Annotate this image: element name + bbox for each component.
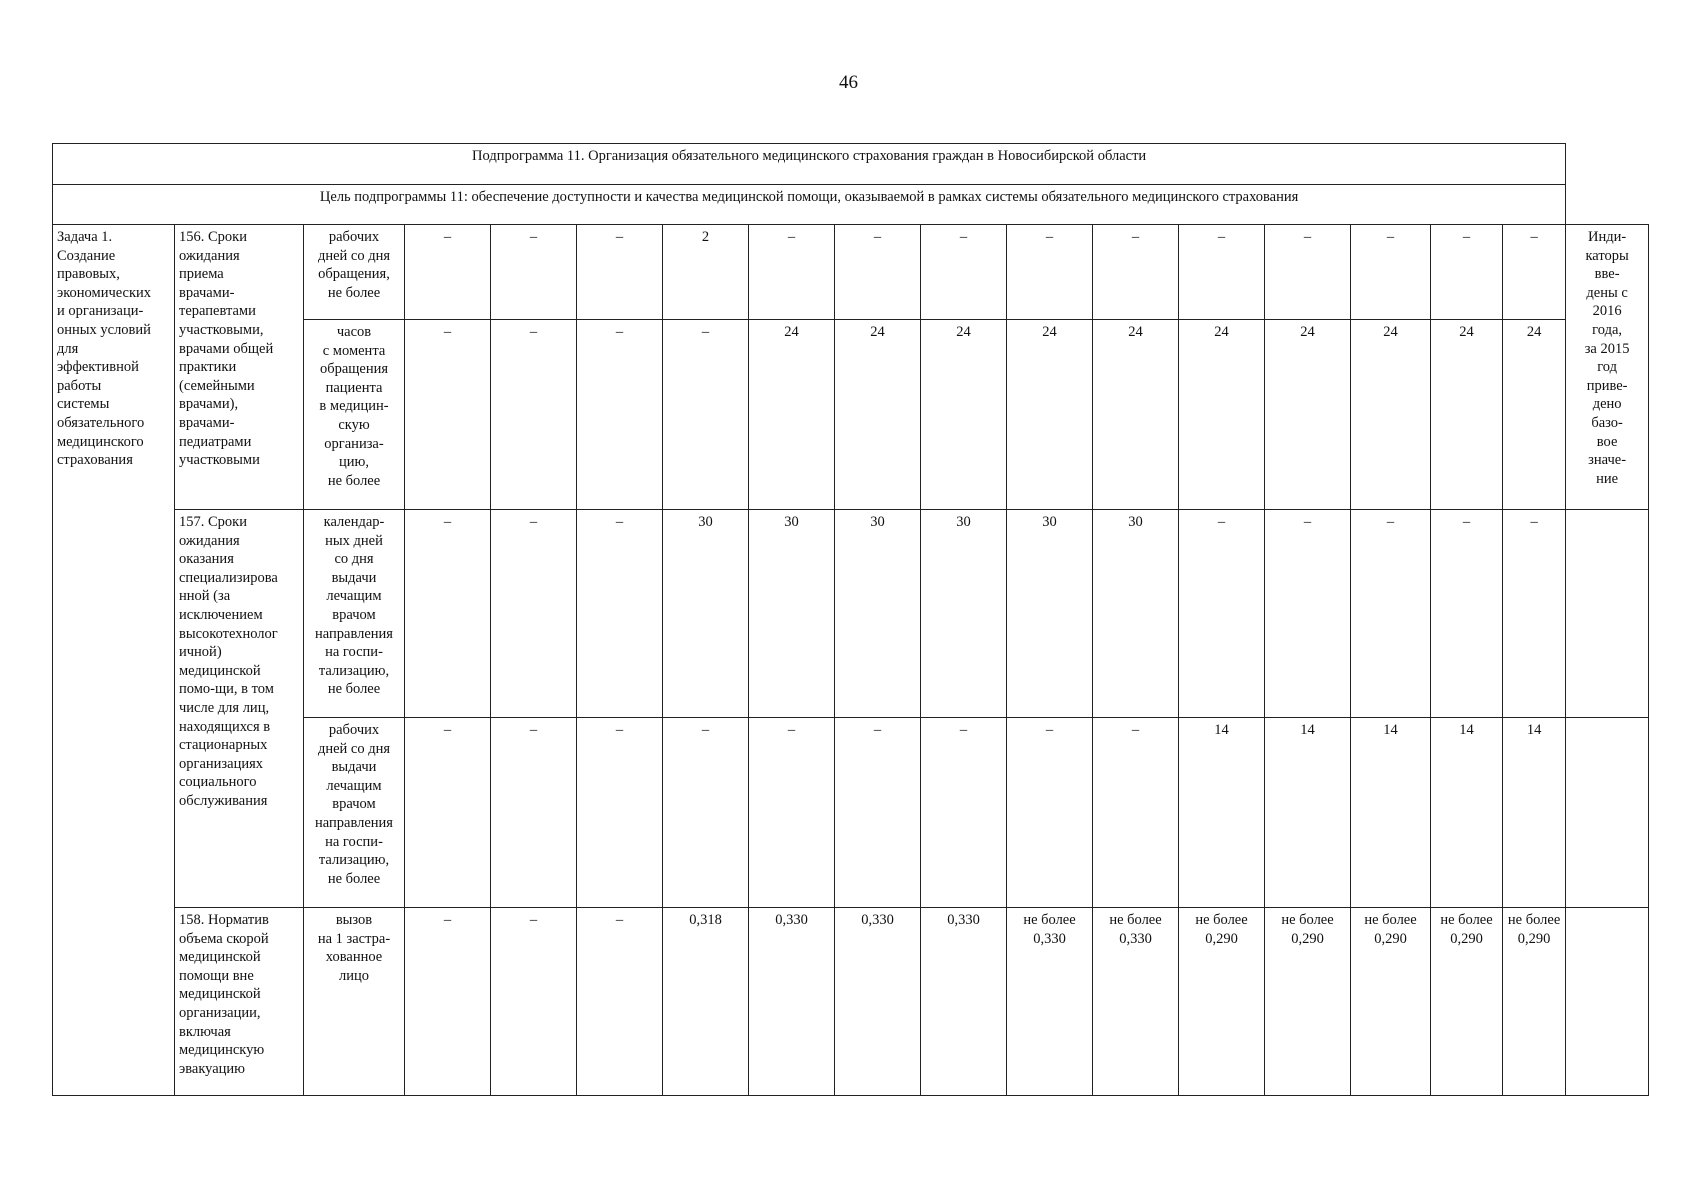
unit-cell: рабочих дней со дня выдачи лечащим врачом направления на госпи- тализацию, не более <box>304 718 405 908</box>
unit-cell: вызов на 1 застра- хованное лицо <box>304 908 405 1096</box>
value-cell: 14 <box>1179 718 1265 908</box>
indicators-table <box>52 143 1649 1096</box>
value-cell: не более 0,290 <box>1179 908 1265 1096</box>
indicator-name: 158. Норматив объема скорой медицинской помощи вне медицинской организации, включая медицинскую эвакуацию <box>175 908 304 1096</box>
value-cell: – <box>1265 510 1351 718</box>
value-cell: 24 <box>1093 320 1179 510</box>
value-cell: – <box>749 718 835 908</box>
value-cell: 0,330 <box>921 908 1007 1096</box>
note-cell: Инди- каторы вве- дены с 2016 года, за 2015 год приве- дено базо- вое значе- ние <box>1566 225 1649 510</box>
value-cell: 24 <box>1503 320 1566 510</box>
indicator-name: 156. Сроки ожидания приема врачами- терапевтами участковыми, врачами общей практики (семейными врачами), врачами- педиатрами участковыми <box>175 225 304 510</box>
value-cell: – <box>1007 225 1093 320</box>
table-row <box>53 908 1649 1096</box>
value-cell: 14 <box>1431 718 1503 908</box>
value-cell: – <box>405 320 491 510</box>
value-cell: – <box>835 225 921 320</box>
value-cell: – <box>405 718 491 908</box>
value-cell: – <box>577 718 663 908</box>
value-cell: не более 0,330 <box>1007 908 1093 1096</box>
note-cell-empty <box>1566 908 1649 1096</box>
value-cell: – <box>405 908 491 1096</box>
value-cell: 24 <box>835 320 921 510</box>
table-row <box>53 510 1649 718</box>
value-cell: 24 <box>749 320 835 510</box>
value-cell: 24 <box>1179 320 1265 510</box>
value-cell: – <box>491 718 577 908</box>
note-cell-empty <box>1566 510 1649 718</box>
value-cell: – <box>1093 225 1179 320</box>
value-cell: 14 <box>1503 718 1566 908</box>
value-cell: – <box>1179 225 1265 320</box>
value-cell: 14 <box>1265 718 1351 908</box>
value-cell: – <box>1503 225 1566 320</box>
unit-cell: рабочих дней со дня обращения, не более <box>304 225 405 320</box>
value-cell: – <box>1179 510 1265 718</box>
value-cell: не более 0,290 <box>1351 908 1431 1096</box>
value-cell: – <box>1431 225 1503 320</box>
value-cell: – <box>749 225 835 320</box>
unit-cell: календар- ных дней со дня выдачи лечащим врачом направления на госпи- тализацию, не более <box>304 510 405 718</box>
value-cell: 24 <box>1265 320 1351 510</box>
value-cell: не более 0,290 <box>1431 908 1503 1096</box>
value-cell: – <box>1351 510 1431 718</box>
value-cell: 0,318 <box>663 908 749 1096</box>
unit-cell: часов с момента обращения пациента в медицин- скую организа- цию, не более <box>304 320 405 510</box>
value-cell: 0,330 <box>749 908 835 1096</box>
value-cell: – <box>1431 510 1503 718</box>
note-cell-empty <box>1566 718 1649 908</box>
value-cell: – <box>491 908 577 1096</box>
value-cell: 24 <box>1007 320 1093 510</box>
value-cell: – <box>1351 225 1431 320</box>
value-cell: – <box>405 510 491 718</box>
value-cell: 24 <box>921 320 1007 510</box>
value-cell: 30 <box>835 510 921 718</box>
value-cell: не более 0,290 <box>1503 908 1566 1096</box>
value-cell: – <box>577 225 663 320</box>
value-cell: – <box>491 320 577 510</box>
page-number: 46 <box>839 72 858 93</box>
value-cell: – <box>1265 225 1351 320</box>
value-cell: 30 <box>1093 510 1179 718</box>
value-cell: 30 <box>1007 510 1093 718</box>
value-cell: – <box>577 510 663 718</box>
value-cell: 24 <box>1431 320 1503 510</box>
value-cell: 24 <box>1351 320 1431 510</box>
value-cell: – <box>921 718 1007 908</box>
value-cell: – <box>491 510 577 718</box>
value-cell: не более 0,290 <box>1265 908 1351 1096</box>
table-row <box>53 225 1649 320</box>
task-cell: Задача 1. Создание правовых, экономических и организаци- онных условий для эффективной работы системы обязательного медицинского страхования <box>53 225 175 1096</box>
value-cell: – <box>1503 510 1566 718</box>
value-cell: не более 0,330 <box>1093 908 1179 1096</box>
subprogram-title: Подпрограмма 11. Организация обязательного медицинского страхования граждан в Новосибирской области <box>53 144 1566 185</box>
subprogram-goal: Цель подпрограммы 11: обеспечение доступности и качества медицинской помощи, оказываемой в рамках системы обязательного медицинского страхования <box>53 185 1566 225</box>
value-cell: – <box>577 908 663 1096</box>
value-cell: – <box>663 718 749 908</box>
value-cell: – <box>921 225 1007 320</box>
value-cell: – <box>663 320 749 510</box>
value-cell: – <box>1007 718 1093 908</box>
value-cell: – <box>1093 718 1179 908</box>
value-cell: 0,330 <box>835 908 921 1096</box>
value-cell: – <box>405 225 491 320</box>
value-cell: 30 <box>663 510 749 718</box>
value-cell: 2 <box>663 225 749 320</box>
indicator-name: 157. Сроки ожидания оказания специализирова нной (за исключением высокотехнолог ичной) медицинской помо-щи, в том числе для лиц, находящихся в стационарных организациях социального обслуживания <box>175 510 304 908</box>
value-cell: 30 <box>921 510 1007 718</box>
value-cell: 30 <box>749 510 835 718</box>
value-cell: – <box>835 718 921 908</box>
value-cell: – <box>577 320 663 510</box>
value-cell: 14 <box>1351 718 1431 908</box>
value-cell: – <box>491 225 577 320</box>
